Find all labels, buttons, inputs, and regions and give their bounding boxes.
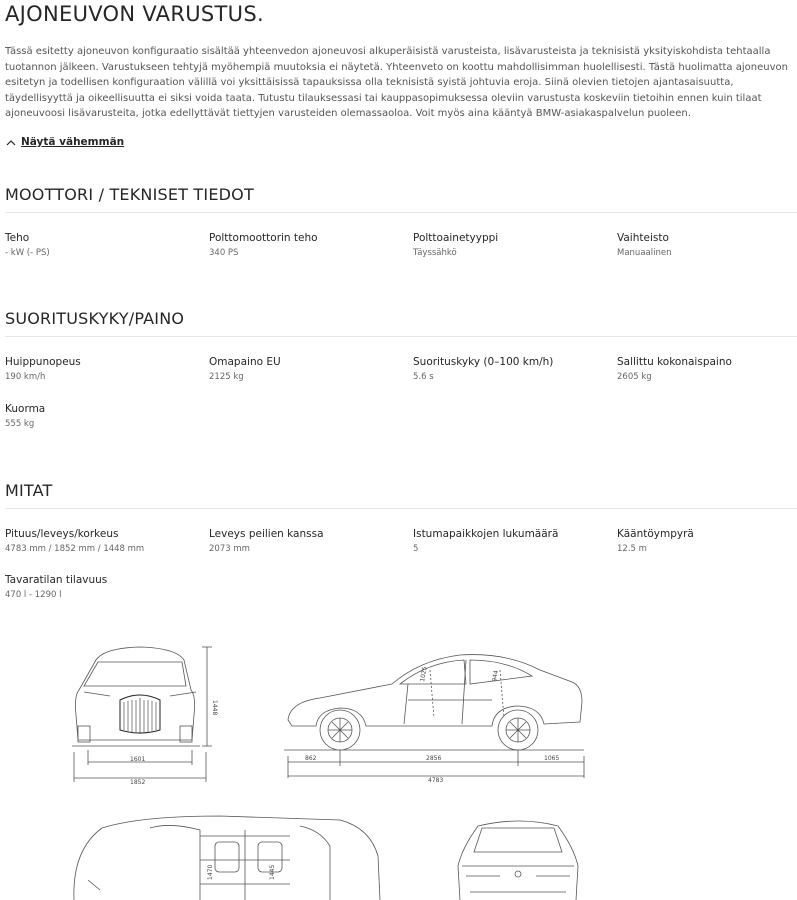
- dim-rear-overhang: 1065: [544, 755, 560, 762]
- spec-turning-circle: [617, 528, 797, 555]
- spec-fuel-type: [413, 232, 603, 259]
- spec-gross-weight: [617, 356, 797, 383]
- spec-label: Omapaino EU: [209, 356, 281, 368]
- section-title-engine: MOOTTORI / TEKNISET TIEDOT: [5, 185, 254, 204]
- spec-curb-weight: [209, 356, 399, 383]
- divider: [5, 508, 797, 509]
- spec-value: - kW (- PS): [5, 248, 50, 258]
- spec-width-mirrors: [209, 528, 399, 555]
- page-title: AJONEUVON VARUSTUS.: [5, 2, 264, 26]
- divider: [5, 336, 797, 337]
- spec-value: 4783 mm / 1852 mm / 1448 mm: [5, 544, 145, 554]
- spec-seats: [413, 528, 603, 555]
- spec-label: Sallittu kokonaispaino: [617, 356, 732, 368]
- side-view-drawing: [284, 655, 584, 784]
- top-view-drawing: [74, 816, 380, 900]
- spec-label: Istumapaikkojen lukumäärä: [413, 528, 559, 540]
- dim-front-track: 1601: [130, 756, 146, 763]
- spec-label: Teho: [5, 232, 30, 244]
- spec-label: Polttomoottorin teho: [209, 232, 318, 244]
- spec-power: [5, 232, 195, 259]
- spec-value: 2605 kg: [617, 372, 652, 382]
- dim-interior-a: 1025: [419, 666, 429, 683]
- spec-label: Kääntöympyrä: [617, 528, 694, 540]
- spec-value: 340 PS: [209, 248, 239, 258]
- show-less-toggle[interactable]: [6, 136, 124, 148]
- spec-transmission: [617, 232, 797, 259]
- dim-top-a: 1470: [207, 864, 214, 880]
- spec-label: Huippunopeus: [5, 356, 81, 368]
- section-title-performance: SUORITUSKYKY/PAINO: [5, 309, 185, 328]
- spec-acceleration: [413, 356, 603, 383]
- vehicle-dimensions-drawing: [0, 630, 797, 900]
- dim-interior-b: 944: [491, 669, 500, 683]
- spec-value: 190 km/h: [5, 372, 46, 382]
- spec-value: Täyssähkö: [413, 248, 457, 258]
- spec-label: Pituus/leveys/korkeus: [5, 528, 119, 540]
- show-less-label[interactable]: Näytä vähemmän: [21, 136, 125, 148]
- spec-trunk-volume: [5, 574, 195, 601]
- spec-value: 5: [413, 544, 419, 554]
- spec-length-width-height: [5, 528, 195, 555]
- spec-label: Vaihteisto: [617, 232, 669, 244]
- spec-payload: [5, 403, 195, 430]
- dim-front-overhang: 862: [305, 755, 317, 762]
- spec-label: Tavaratilan tilavuus: [5, 574, 108, 586]
- spec-value: Manuaalinen: [617, 248, 672, 258]
- spec-value: 12.5 m: [617, 544, 647, 554]
- dim-length: 4783: [428, 777, 444, 784]
- spec-label: Polttoainetyyppi: [413, 232, 499, 244]
- spec-combustion-power: [209, 232, 399, 259]
- dim-top-b: 1445: [269, 864, 276, 880]
- spec-top-speed: [5, 356, 195, 383]
- spec-value: 2125 kg: [209, 372, 244, 382]
- spec-value: 5.6 s: [413, 372, 434, 382]
- dim-height: 1448: [211, 700, 218, 716]
- spec-label: Suorituskyky (0–100 km/h): [413, 356, 554, 368]
- chevron-up-icon: [6, 139, 16, 146]
- spec-label: Kuorma: [5, 403, 46, 415]
- intro-text: Tässä esitetty ajoneuvon konfiguraatio sisältää yhteenvedon ajoneuvosi alkuperäisistä varusteista, lisävarusteista ja teknisistä yksityiskohdista tehtaalla tuotannon jälkeen. Varustukseen tehtyjä myöhempiä muutoksia ei näytetä. Yhteenveto on koottu mahdollisimman huolellisesti. Tästä huolimatta ajoneuvon esitetyn ja todellisen konfiguraation välillä voi yksittäisissä tapauksissa olla teknisistä syistä johtuvia eroja. Siinä olevien tietojen ajantasaisuutta, täydellisyyttä ja oikeellisuutta ei siksi voida taata. Tutustu tilauksessasi tai kauppasopimuksessa oleviin varustusta koskeviin tietoihin ennen kuin tilaat ajoneuvoosi lisävarusteita, jotka edellyttävät tiettyjen varusteiden olemassaoloa. Voit myös aina kääntyä BMW-asiakaspalvelun puoleen.: [5, 46, 788, 119]
- spec-value: 470 l - 1290 l: [5, 590, 62, 600]
- divider: [5, 212, 797, 213]
- dim-width: 1852: [130, 779, 146, 786]
- spec-value: 555 kg: [5, 419, 35, 429]
- spec-value: 2073 mm: [209, 544, 250, 554]
- front-view-drawing: [72, 647, 218, 786]
- rear-view-drawing: [458, 821, 578, 900]
- section-title-dimensions: MITAT: [5, 481, 53, 500]
- dim-wheelbase: 2856: [426, 755, 442, 762]
- spec-label: Leveys peilien kanssa: [209, 528, 324, 540]
